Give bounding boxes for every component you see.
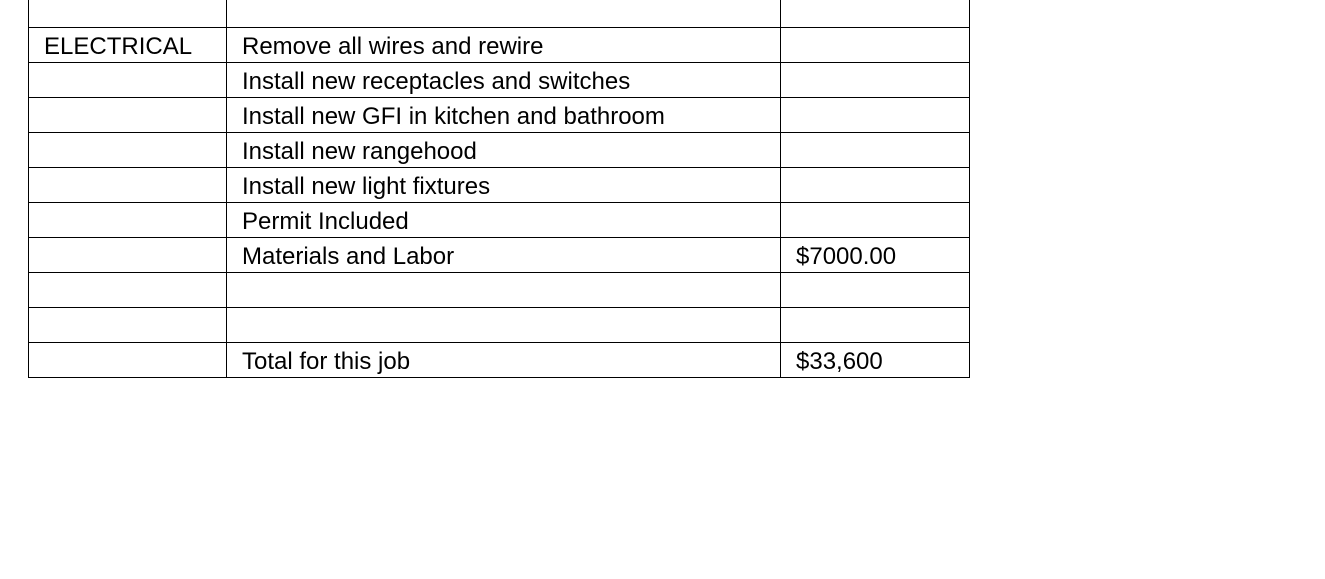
category-cell [29,63,227,98]
description-cell-text: Install new light fixtures [242,173,491,200]
description-cell [227,273,781,308]
table-row [29,273,970,308]
description-cell [227,0,781,28]
category-cell [29,203,227,238]
table-row [29,63,970,98]
table-row [29,343,970,378]
amount-cell [781,308,970,343]
category-cell [29,28,227,63]
description-cell [227,343,781,378]
table-row [29,168,970,203]
description-cell-text: Install new receptacles and switches [242,68,631,95]
amount-cell-text: $33,600 [796,348,883,375]
description-cell-text: Permit Included [242,208,409,235]
description-cell [227,238,781,273]
category-cell-text: ELECTRICAL [44,33,193,60]
description-cell-text: Total for this job [242,348,411,375]
description-cell-text: Install new GFI in kitchen and bathroom [242,103,665,130]
category-cell [29,273,227,308]
category-cell [29,168,227,203]
amount-cell [781,63,970,98]
category-cell [29,0,227,28]
table-row [29,238,970,273]
description-cell [227,28,781,63]
category-cell [29,343,227,378]
amount-cell [781,238,970,273]
description-cell [227,98,781,133]
table-row [29,308,970,343]
description-cell [227,133,781,168]
amount-cell [781,0,970,28]
amount-cell [781,273,970,308]
description-cell-text: Install new rangehood [242,138,477,165]
description-cell-text: Materials and Labor [242,243,455,270]
amount-cell [781,28,970,63]
table-row [29,133,970,168]
category-cell [29,133,227,168]
table-row [29,0,970,28]
description-cell [227,308,781,343]
table-row [29,203,970,238]
estimate-table-body [29,0,970,378]
amount-cell [781,168,970,203]
table-row [29,98,970,133]
amount-cell [781,133,970,168]
table-row [29,28,970,63]
description-cell [227,203,781,238]
category-cell [29,238,227,273]
description-cell [227,168,781,203]
category-cell [29,308,227,343]
amount-cell [781,203,970,238]
category-cell [29,98,227,133]
amount-cell-text: $7000.00 [796,243,897,270]
amount-cell [781,98,970,133]
estimate-table [28,0,970,378]
description-cell-text: Remove all wires and rewire [242,33,544,60]
description-cell [227,63,781,98]
amount-cell [781,343,970,378]
